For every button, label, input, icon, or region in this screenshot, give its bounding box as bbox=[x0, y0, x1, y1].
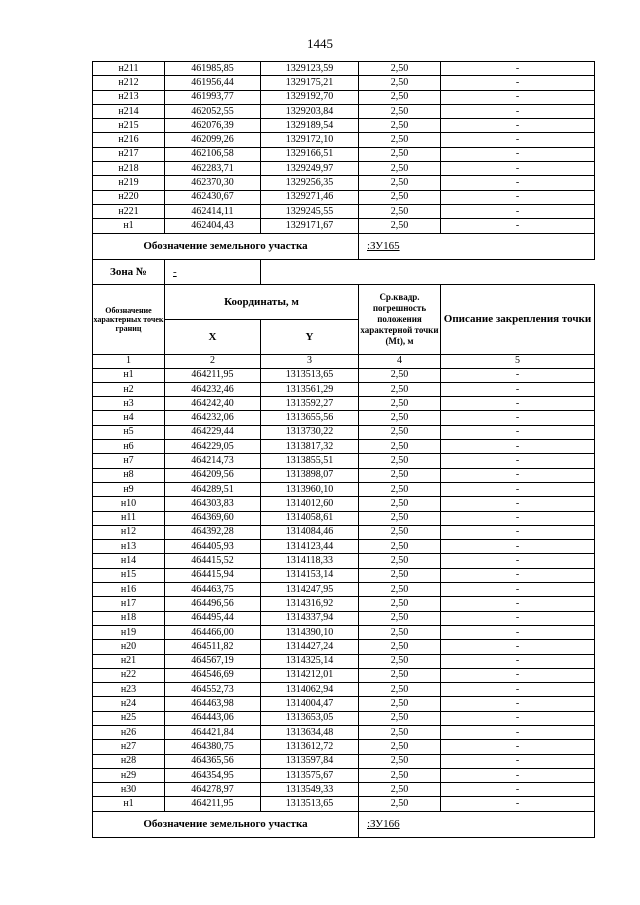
x-coordinate-cell: 464229,05 bbox=[165, 440, 261, 454]
table-row bbox=[93, 740, 595, 754]
x-coordinate-cell: 462099,26 bbox=[165, 133, 261, 147]
point-id-cell: н1 bbox=[93, 219, 165, 233]
x-coordinate-cell: 461956,44 bbox=[165, 76, 261, 90]
header-point-label: Обозначение характерных точек границ bbox=[93, 284, 165, 354]
description-cell: - bbox=[441, 382, 595, 396]
description-cell: - bbox=[441, 176, 595, 190]
plot-designation-row-2 bbox=[93, 811, 595, 837]
point-id-cell: н217 bbox=[93, 147, 165, 161]
description-cell: - bbox=[441, 583, 595, 597]
table-row bbox=[93, 411, 595, 425]
error-cell: 2,50 bbox=[359, 482, 441, 496]
y-coordinate-cell: 1314212,01 bbox=[261, 668, 359, 682]
table-row bbox=[93, 104, 595, 118]
point-id-cell: н214 bbox=[93, 104, 165, 118]
y-coordinate-cell: 1313612,72 bbox=[261, 740, 359, 754]
table-row bbox=[93, 511, 595, 525]
point-id-cell: н28 bbox=[93, 754, 165, 768]
y-coordinate-cell: 1329175,21 bbox=[261, 76, 359, 90]
y-coordinate-cell: 1314247,95 bbox=[261, 583, 359, 597]
x-coordinate-cell: 464289,51 bbox=[165, 482, 261, 496]
y-coordinate-cell: 1314118,33 bbox=[261, 554, 359, 568]
x-coordinate-cell: 462414,11 bbox=[165, 204, 261, 218]
column-number: 3 bbox=[261, 354, 359, 368]
table-row bbox=[93, 119, 595, 133]
point-id-cell: н18 bbox=[93, 611, 165, 625]
description-cell: - bbox=[441, 468, 595, 482]
description-cell: - bbox=[441, 62, 595, 76]
error-cell: 2,50 bbox=[359, 382, 441, 396]
description-cell: - bbox=[441, 497, 595, 511]
point-id-cell: н15 bbox=[93, 568, 165, 582]
y-coordinate-cell: 1313855,51 bbox=[261, 454, 359, 468]
x-coordinate-cell: 462283,71 bbox=[165, 162, 261, 176]
table-row bbox=[93, 754, 595, 768]
table-row bbox=[93, 568, 595, 582]
x-coordinate-cell: 464466,00 bbox=[165, 625, 261, 639]
point-id-cell: н13 bbox=[93, 540, 165, 554]
y-coordinate-cell: 1314390,10 bbox=[261, 625, 359, 639]
table-row bbox=[93, 204, 595, 218]
description-cell: - bbox=[441, 654, 595, 668]
point-id-cell: н8 bbox=[93, 468, 165, 482]
description-cell: - bbox=[441, 147, 595, 161]
header-x-label: X bbox=[165, 319, 261, 354]
y-coordinate-cell: 1314004,47 bbox=[261, 697, 359, 711]
table-row bbox=[93, 783, 595, 797]
error-cell: 2,50 bbox=[359, 583, 441, 597]
x-coordinate-cell: 464463,75 bbox=[165, 583, 261, 597]
x-coordinate-cell: 464546,69 bbox=[165, 668, 261, 682]
error-cell: 2,50 bbox=[359, 368, 441, 382]
point-id-cell: н218 bbox=[93, 162, 165, 176]
y-coordinate-cell: 1313513,65 bbox=[261, 368, 359, 382]
y-coordinate-cell: 1329256,35 bbox=[261, 176, 359, 190]
x-coordinate-cell: 461993,77 bbox=[165, 90, 261, 104]
table-row bbox=[93, 597, 595, 611]
y-coordinate-cell: 1314123,44 bbox=[261, 540, 359, 554]
point-id-cell: н21 bbox=[93, 654, 165, 668]
table-row bbox=[93, 611, 595, 625]
error-cell: 2,50 bbox=[359, 640, 441, 654]
table-row bbox=[93, 147, 595, 161]
x-coordinate-cell: 464405,93 bbox=[165, 540, 261, 554]
x-coordinate-cell: 461985,85 bbox=[165, 62, 261, 76]
point-id-cell: н6 bbox=[93, 440, 165, 454]
x-coordinate-cell: 464552,73 bbox=[165, 683, 261, 697]
point-id-cell: н11 bbox=[93, 511, 165, 525]
point-id-cell: н220 bbox=[93, 190, 165, 204]
header-error-label: Ср.квадр. погрешность положения характерной точки (Mt), м bbox=[359, 284, 441, 354]
description-cell: - bbox=[441, 411, 595, 425]
error-cell: 2,50 bbox=[359, 511, 441, 525]
point-id-cell: н7 bbox=[93, 454, 165, 468]
point-id-cell: н2 bbox=[93, 382, 165, 396]
error-cell: 2,50 bbox=[359, 711, 441, 725]
table-row bbox=[93, 625, 595, 639]
table-row bbox=[93, 397, 595, 411]
y-coordinate-cell: 1329123,59 bbox=[261, 62, 359, 76]
description-cell: - bbox=[441, 683, 595, 697]
page-number: 1445 bbox=[307, 36, 333, 51]
error-cell: 2,50 bbox=[359, 133, 441, 147]
point-id-cell: н27 bbox=[93, 740, 165, 754]
table-row bbox=[93, 425, 595, 439]
error-cell: 2,50 bbox=[359, 411, 441, 425]
x-coordinate-cell: 464415,52 bbox=[165, 554, 261, 568]
y-coordinate-cell: 1329203,84 bbox=[261, 104, 359, 118]
point-id-cell: н4 bbox=[93, 411, 165, 425]
point-id-cell: н22 bbox=[93, 668, 165, 682]
point-id-cell: н26 bbox=[93, 725, 165, 739]
table-row bbox=[93, 725, 595, 739]
description-cell: - bbox=[441, 104, 595, 118]
description-cell: - bbox=[441, 190, 595, 204]
x-coordinate-cell: 464392,28 bbox=[165, 525, 261, 539]
y-coordinate-cell: 1329166,51 bbox=[261, 147, 359, 161]
x-coordinate-cell: 464369,60 bbox=[165, 511, 261, 525]
description-cell: - bbox=[441, 725, 595, 739]
description-cell: - bbox=[441, 568, 595, 582]
column-number: 4 bbox=[359, 354, 441, 368]
error-cell: 2,50 bbox=[359, 162, 441, 176]
description-cell: - bbox=[441, 425, 595, 439]
table1-body bbox=[93, 62, 595, 234]
y-coordinate-cell: 1314058,61 bbox=[261, 511, 359, 525]
description-cell: - bbox=[441, 597, 595, 611]
y-coordinate-cell: 1329189,54 bbox=[261, 119, 359, 133]
x-coordinate-cell: 464495,44 bbox=[165, 611, 261, 625]
x-coordinate-cell: 464242,40 bbox=[165, 397, 261, 411]
plot-designation-value: :ЗУ165 bbox=[359, 233, 595, 259]
error-cell: 2,50 bbox=[359, 147, 441, 161]
x-coordinate-cell: 464415,94 bbox=[165, 568, 261, 582]
point-id-cell: н12 bbox=[93, 525, 165, 539]
y-coordinate-cell: 1313960,10 bbox=[261, 482, 359, 496]
column-numbers-row bbox=[93, 354, 595, 368]
error-cell: 2,50 bbox=[359, 76, 441, 90]
x-coordinate-cell: 464278,97 bbox=[165, 783, 261, 797]
x-coordinate-cell: 464380,75 bbox=[165, 740, 261, 754]
error-cell: 2,50 bbox=[359, 654, 441, 668]
table-row bbox=[93, 797, 595, 811]
error-cell: 2,50 bbox=[359, 440, 441, 454]
x-coordinate-cell: 464567,19 bbox=[165, 654, 261, 668]
description-cell: - bbox=[441, 768, 595, 782]
y-coordinate-cell: 1314012,60 bbox=[261, 497, 359, 511]
error-cell: 2,50 bbox=[359, 425, 441, 439]
table-row bbox=[93, 219, 595, 233]
x-coordinate-cell: 462106,58 bbox=[165, 147, 261, 161]
point-id-cell: н10 bbox=[93, 497, 165, 511]
y-coordinate-cell: 1314316,92 bbox=[261, 597, 359, 611]
table-row bbox=[93, 62, 595, 76]
table-row bbox=[93, 654, 595, 668]
x-coordinate-cell: 464443,06 bbox=[165, 711, 261, 725]
table-row bbox=[93, 668, 595, 682]
plot-designation-label: Обозначение земельного участка bbox=[93, 233, 359, 259]
table-row bbox=[93, 711, 595, 725]
x-coordinate-cell: 464229,44 bbox=[165, 425, 261, 439]
y-coordinate-cell: 1329172,10 bbox=[261, 133, 359, 147]
error-cell: 2,50 bbox=[359, 597, 441, 611]
error-cell: 2,50 bbox=[359, 497, 441, 511]
coordinates-table bbox=[92, 61, 595, 838]
error-cell: 2,50 bbox=[359, 797, 441, 811]
table-row bbox=[93, 468, 595, 482]
y-coordinate-cell: 1313549,33 bbox=[261, 783, 359, 797]
x-coordinate-cell: 464354,95 bbox=[165, 768, 261, 782]
point-id-cell: н213 bbox=[93, 90, 165, 104]
error-cell: 2,50 bbox=[359, 625, 441, 639]
y-coordinate-cell: 1313655,56 bbox=[261, 411, 359, 425]
y-coordinate-cell: 1313575,67 bbox=[261, 768, 359, 782]
y-coordinate-cell: 1329249,97 bbox=[261, 162, 359, 176]
x-coordinate-cell: 464232,46 bbox=[165, 382, 261, 396]
table-row bbox=[93, 683, 595, 697]
error-cell: 2,50 bbox=[359, 468, 441, 482]
error-cell: 2,50 bbox=[359, 554, 441, 568]
table-row bbox=[93, 697, 595, 711]
description-cell: - bbox=[441, 783, 595, 797]
x-coordinate-cell: 464211,95 bbox=[165, 368, 261, 382]
description-cell: - bbox=[441, 554, 595, 568]
table-row bbox=[93, 176, 595, 190]
column-number: 1 bbox=[93, 354, 165, 368]
column-number: 2 bbox=[165, 354, 261, 368]
point-id-cell: н215 bbox=[93, 119, 165, 133]
description-cell: - bbox=[441, 454, 595, 468]
x-coordinate-cell: 464463,98 bbox=[165, 697, 261, 711]
description-cell: - bbox=[441, 697, 595, 711]
x-coordinate-cell: 464232,06 bbox=[165, 411, 261, 425]
table-row bbox=[93, 583, 595, 597]
table-row bbox=[93, 190, 595, 204]
y-coordinate-cell: 1314062,94 bbox=[261, 683, 359, 697]
description-cell: - bbox=[441, 397, 595, 411]
description-cell: - bbox=[441, 797, 595, 811]
error-cell: 2,50 bbox=[359, 697, 441, 711]
description-cell: - bbox=[441, 133, 595, 147]
description-cell: - bbox=[441, 204, 595, 218]
error-cell: 2,50 bbox=[359, 740, 441, 754]
point-id-cell: н9 bbox=[93, 482, 165, 496]
x-coordinate-cell: 462430,67 bbox=[165, 190, 261, 204]
y-coordinate-cell: 1313634,48 bbox=[261, 725, 359, 739]
table-row bbox=[93, 768, 595, 782]
y-coordinate-cell: 1314427,24 bbox=[261, 640, 359, 654]
point-id-cell: н1 bbox=[93, 797, 165, 811]
x-coordinate-cell: 464209,56 bbox=[165, 468, 261, 482]
y-coordinate-cell: 1329271,46 bbox=[261, 190, 359, 204]
description-cell: - bbox=[441, 511, 595, 525]
point-id-cell: н16 bbox=[93, 583, 165, 597]
table-row bbox=[93, 640, 595, 654]
error-cell: 2,50 bbox=[359, 119, 441, 133]
error-cell: 2,50 bbox=[359, 190, 441, 204]
zone-value: - bbox=[165, 259, 261, 284]
point-id-cell: н17 bbox=[93, 597, 165, 611]
description-cell: - bbox=[441, 611, 595, 625]
column-number: 5 bbox=[441, 354, 595, 368]
point-id-cell: н19 bbox=[93, 625, 165, 639]
x-coordinate-cell: 462076,39 bbox=[165, 119, 261, 133]
point-id-cell: н23 bbox=[93, 683, 165, 697]
point-id-cell: н1 bbox=[93, 368, 165, 382]
description-cell: - bbox=[441, 754, 595, 768]
error-cell: 2,50 bbox=[359, 104, 441, 118]
error-cell: 2,50 bbox=[359, 204, 441, 218]
error-cell: 2,50 bbox=[359, 525, 441, 539]
description-cell: - bbox=[441, 668, 595, 682]
description-cell: - bbox=[441, 740, 595, 754]
x-coordinate-cell: 464496,56 bbox=[165, 597, 261, 611]
zone-label: Зона № bbox=[93, 259, 165, 284]
description-cell: - bbox=[441, 540, 595, 554]
table-row bbox=[93, 76, 595, 90]
y-coordinate-cell: 1329171,67 bbox=[261, 219, 359, 233]
error-cell: 2,50 bbox=[359, 540, 441, 554]
table-row bbox=[93, 497, 595, 511]
y-coordinate-cell: 1329192,70 bbox=[261, 90, 359, 104]
description-cell: - bbox=[441, 162, 595, 176]
x-coordinate-cell: 464211,95 bbox=[165, 797, 261, 811]
plot-designation-value: :ЗУ166 bbox=[359, 811, 595, 837]
table-row bbox=[93, 525, 595, 539]
description-cell: - bbox=[441, 76, 595, 90]
description-cell: - bbox=[441, 625, 595, 639]
point-id-cell: н219 bbox=[93, 176, 165, 190]
point-id-cell: н5 bbox=[93, 425, 165, 439]
error-cell: 2,50 bbox=[359, 725, 441, 739]
point-id-cell: н216 bbox=[93, 133, 165, 147]
table-row bbox=[93, 382, 595, 396]
x-coordinate-cell: 464421,84 bbox=[165, 725, 261, 739]
y-coordinate-cell: 1329245,55 bbox=[261, 204, 359, 218]
y-coordinate-cell: 1313597,84 bbox=[261, 754, 359, 768]
x-coordinate-cell: 462370,30 bbox=[165, 176, 261, 190]
error-cell: 2,50 bbox=[359, 176, 441, 190]
description-cell: - bbox=[441, 119, 595, 133]
x-coordinate-cell: 464303,83 bbox=[165, 497, 261, 511]
y-coordinate-cell: 1313817,32 bbox=[261, 440, 359, 454]
point-id-cell: н24 bbox=[93, 697, 165, 711]
point-id-cell: н30 bbox=[93, 783, 165, 797]
y-coordinate-cell: 1313513,65 bbox=[261, 797, 359, 811]
description-cell: - bbox=[441, 525, 595, 539]
error-cell: 2,50 bbox=[359, 783, 441, 797]
y-coordinate-cell: 1314084,46 bbox=[261, 525, 359, 539]
error-cell: 2,50 bbox=[359, 219, 441, 233]
error-cell: 2,50 bbox=[359, 454, 441, 468]
header-row-top bbox=[93, 284, 595, 319]
table-row bbox=[93, 540, 595, 554]
y-coordinate-cell: 1314325,14 bbox=[261, 654, 359, 668]
point-id-cell: н14 bbox=[93, 554, 165, 568]
point-id-cell: н3 bbox=[93, 397, 165, 411]
y-coordinate-cell: 1313898,07 bbox=[261, 468, 359, 482]
description-cell: - bbox=[441, 368, 595, 382]
description-cell: - bbox=[441, 219, 595, 233]
point-id-cell: н20 bbox=[93, 640, 165, 654]
error-cell: 2,50 bbox=[359, 754, 441, 768]
header-y-label: Y bbox=[261, 319, 359, 354]
error-cell: 2,50 bbox=[359, 90, 441, 104]
y-coordinate-cell: 1313730,22 bbox=[261, 425, 359, 439]
table-row bbox=[93, 90, 595, 104]
description-cell: - bbox=[441, 90, 595, 104]
table-row bbox=[93, 554, 595, 568]
point-id-cell: н221 bbox=[93, 204, 165, 218]
y-coordinate-cell: 1313653,05 bbox=[261, 711, 359, 725]
header-desc-label: Описание закрепления точки bbox=[441, 284, 595, 354]
error-cell: 2,50 bbox=[359, 768, 441, 782]
table-row bbox=[93, 440, 595, 454]
header-coords-label: Координаты, м bbox=[165, 284, 359, 319]
description-cell: - bbox=[441, 482, 595, 496]
error-cell: 2,50 bbox=[359, 668, 441, 682]
table-row bbox=[93, 133, 595, 147]
point-id-cell: н211 bbox=[93, 62, 165, 76]
table-row bbox=[93, 454, 595, 468]
x-coordinate-cell: 464214,73 bbox=[165, 454, 261, 468]
y-coordinate-cell: 1314153,14 bbox=[261, 568, 359, 582]
y-coordinate-cell: 1313561,29 bbox=[261, 382, 359, 396]
error-cell: 2,50 bbox=[359, 683, 441, 697]
point-id-cell: н29 bbox=[93, 768, 165, 782]
error-cell: 2,50 bbox=[359, 397, 441, 411]
y-coordinate-cell: 1314337,94 bbox=[261, 611, 359, 625]
error-cell: 2,50 bbox=[359, 611, 441, 625]
x-coordinate-cell: 464511,82 bbox=[165, 640, 261, 654]
x-coordinate-cell: 464365,56 bbox=[165, 754, 261, 768]
x-coordinate-cell: 462052,55 bbox=[165, 104, 261, 118]
x-coordinate-cell: 462404,43 bbox=[165, 219, 261, 233]
point-id-cell: н212 bbox=[93, 76, 165, 90]
table-row bbox=[93, 162, 595, 176]
description-cell: - bbox=[441, 440, 595, 454]
y-coordinate-cell: 1313592,27 bbox=[261, 397, 359, 411]
description-cell: - bbox=[441, 711, 595, 725]
table-row bbox=[93, 482, 595, 496]
error-cell: 2,50 bbox=[359, 62, 441, 76]
description-cell: - bbox=[441, 640, 595, 654]
table2-body bbox=[93, 368, 595, 811]
error-cell: 2,50 bbox=[359, 568, 441, 582]
table-row bbox=[93, 368, 595, 382]
plot-designation-row-1 bbox=[93, 233, 595, 259]
zone-row bbox=[93, 259, 595, 284]
plot-designation-label: Обозначение земельного участка bbox=[93, 811, 359, 837]
point-id-cell: н25 bbox=[93, 711, 165, 725]
